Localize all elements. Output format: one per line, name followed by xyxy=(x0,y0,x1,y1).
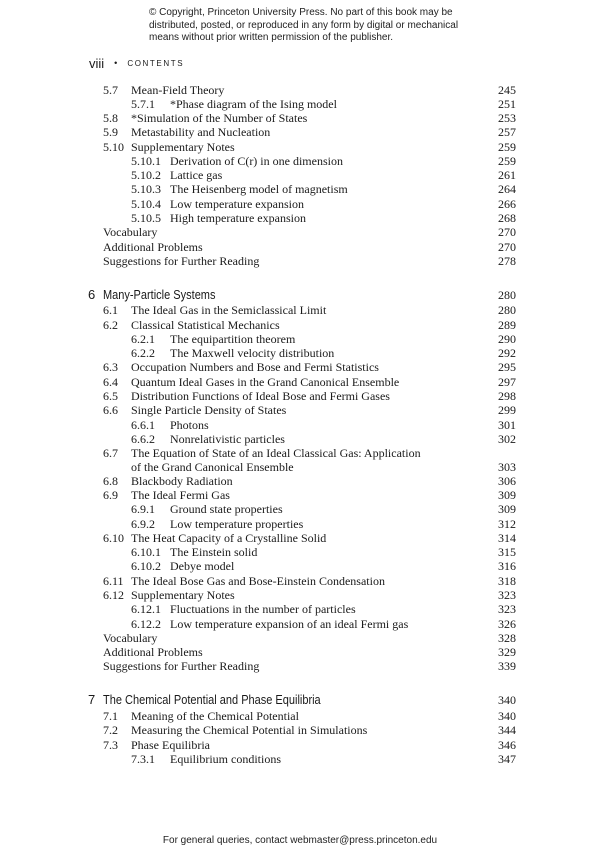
toc-entry-title: Derivation of C(r) in one dimension xyxy=(170,154,343,168)
toc-entry-number: 6.11 xyxy=(103,574,124,588)
toc-entry[interactable] xyxy=(103,432,516,446)
toc-entry-number: 5.10.2 xyxy=(131,168,161,182)
toc-entry-page: 270 xyxy=(498,225,516,239)
toc-entry-page: 245 xyxy=(498,83,516,97)
toc-entry[interactable] xyxy=(103,559,516,573)
toc-entry-page: 346 xyxy=(498,738,516,752)
toc-entry-page: 344 xyxy=(498,723,516,737)
toc-entry[interactable] xyxy=(103,83,516,97)
footer-email-link[interactable]: webmaster@press.princeton.edu xyxy=(290,835,438,846)
toc-entry-page: 302 xyxy=(498,432,516,446)
toc-entry-number: 6.8 xyxy=(103,474,118,488)
toc-entry-title: Nonrelativistic particles xyxy=(170,432,285,446)
toc-entry-title: Debye model xyxy=(170,559,235,573)
toc-entry-page: 309 xyxy=(498,488,516,502)
toc-entry[interactable] xyxy=(103,574,516,588)
toc-entry-title: Meaning of the Chemical Potential xyxy=(131,709,299,723)
toc-entry-page: 340 xyxy=(498,693,516,707)
copyright-line: means without prior written permission of the publisher. xyxy=(149,32,394,43)
toc-entry-title: Distribution Functions of Ideal Bose and Fermi Gases xyxy=(131,389,390,403)
toc-entry-number: 6 xyxy=(88,287,96,302)
toc-entry-title: The Maxwell velocity distribution xyxy=(170,346,335,360)
toc-entry-number: 5.10.3 xyxy=(131,182,161,196)
toc-entry-page: 301 xyxy=(498,418,516,432)
toc-entry-title: The equipartition theorem xyxy=(170,332,296,346)
toc-entry[interactable] xyxy=(103,375,516,389)
toc-entry-page: 280 xyxy=(498,303,516,317)
toc-entry-title: Ground state properties xyxy=(170,502,283,516)
toc-entry[interactable] xyxy=(103,225,516,239)
toc-entry-page: 259 xyxy=(498,140,516,154)
copyright-notice xyxy=(149,7,459,45)
toc-entry-number: 6.9.1 xyxy=(131,502,155,516)
toc-entry-number: 6.2.1 xyxy=(131,332,155,346)
toc-entry-number: 7.3 xyxy=(103,738,118,752)
toc-entry[interactable] xyxy=(103,318,516,332)
toc-entry[interactable] xyxy=(103,738,516,752)
toc-entry-number: 6.6.2 xyxy=(131,432,155,446)
toc-entry[interactable] xyxy=(103,645,516,659)
toc-entry[interactable] xyxy=(103,418,516,432)
toc-entry[interactable] xyxy=(103,211,516,225)
toc-entry-number: 5.8 xyxy=(103,111,118,125)
toc-entry-title: The Equation of State of an Ideal Classical Gas: Application xyxy=(131,446,421,460)
toc-entry[interactable] xyxy=(103,346,516,360)
toc-entry-number: 6.5 xyxy=(103,389,118,403)
toc-entry-title: Phase Equilibria xyxy=(131,738,210,752)
toc-entry-page: 295 xyxy=(498,360,516,374)
toc-entry-number: 6.10.1 xyxy=(131,545,161,559)
toc-entry-page: 280 xyxy=(498,288,516,302)
toc-entry-title: Low temperature expansion xyxy=(170,197,304,211)
toc-entry-page: 264 xyxy=(498,182,516,196)
toc-entry-title: Classical Statistical Mechanics xyxy=(131,318,280,332)
toc-entry-page: 309 xyxy=(498,502,516,516)
toc-entry-number: 7.3.1 xyxy=(131,752,155,766)
toc-entry-title: Lattice gas xyxy=(170,168,223,182)
toc-entry-page: 339 xyxy=(498,659,516,673)
toc-entry-page: 253 xyxy=(498,111,516,125)
toc-entry-page: 261 xyxy=(498,168,516,182)
toc-entry-page: 306 xyxy=(498,474,516,488)
toc-entry-page: 328 xyxy=(498,631,516,645)
toc-entry[interactable] xyxy=(103,182,516,196)
section-label: CONTENTS xyxy=(127,58,185,68)
toc-entry[interactable] xyxy=(103,197,516,211)
toc-entry-page: 323 xyxy=(498,602,516,616)
toc-entry-page: 314 xyxy=(498,531,516,545)
toc-entry-title: *Simulation of the Number of States xyxy=(131,111,308,125)
toc-entry-title: Photons xyxy=(170,418,209,432)
toc-entry-page: 257 xyxy=(498,125,516,139)
toc-entry[interactable] xyxy=(103,403,516,417)
toc-entry-title: Low temperature properties xyxy=(170,517,304,531)
toc-entry-number: 6.12.1 xyxy=(131,602,161,616)
toc-entry[interactable] xyxy=(103,659,516,673)
toc-entry-number: 5.7.1 xyxy=(131,97,155,111)
toc-entry-page: 316 xyxy=(498,559,516,573)
toc-entry-page: 329 xyxy=(498,645,516,659)
toc-entry-title: The Heisenberg model of magnetism xyxy=(170,182,348,196)
toc-entry-title: The Ideal Fermi Gas xyxy=(131,488,230,502)
toc-entry-number: 6.9.2 xyxy=(131,517,155,531)
toc-entry-title: The Heat Capacity of a Crystalline Solid xyxy=(131,531,327,545)
toc-entry-number: 6.10 xyxy=(103,531,124,545)
toc-entry-title: *Phase diagram of the Ising model xyxy=(170,97,337,111)
toc-entry-title: Fluctuations in the number of particles xyxy=(170,602,356,616)
toc-entry[interactable] xyxy=(103,617,516,631)
toc-entry[interactable] xyxy=(103,474,516,488)
toc-entry-title: Supplementary Notes xyxy=(131,140,235,154)
toc-entry-title: Measuring the Chemical Potential in Simulations xyxy=(131,723,368,737)
toc-entry[interactable] xyxy=(103,488,516,502)
toc-entry-title: Single Particle Density of States xyxy=(131,403,287,417)
toc-entry-number: 5.7 xyxy=(103,83,118,97)
toc-entry-title: Quantum Ideal Gases in the Grand Canonical Ensemble xyxy=(131,375,400,389)
toc-entry[interactable] xyxy=(103,531,516,545)
toc-entry-title: Occupation Numbers and Bose and Fermi Statistics xyxy=(131,360,379,374)
toc-entry-title: Vocabulary xyxy=(103,225,158,239)
toc-entry[interactable] xyxy=(103,111,516,125)
toc-entry[interactable] xyxy=(103,502,516,516)
toc-entry-page: 326 xyxy=(498,617,516,631)
toc-entry[interactable] xyxy=(103,332,516,346)
toc-entry-page: 315 xyxy=(498,545,516,559)
footer-text: For general queries, contact xyxy=(162,835,291,846)
toc-entry-title: The Ideal Gas in the Semiclassical Limit xyxy=(131,303,327,317)
toc-entry-page: 251 xyxy=(498,97,516,111)
toc-entry-page: 298 xyxy=(498,389,516,403)
toc-entry-page: 292 xyxy=(498,346,516,360)
toc-entry[interactable] xyxy=(103,517,516,531)
copyright-line: distributed, posted, or reproduced in any form by digital or mechanical xyxy=(149,19,459,31)
toc-entry-title: Metastability and Nucleation xyxy=(131,125,271,139)
toc-entry-title: Suggestions for Further Reading xyxy=(103,254,260,268)
toc-entry-number: 6.6.1 xyxy=(131,418,155,432)
toc-entry-number: 6.3 xyxy=(103,360,118,374)
toc-entry[interactable] xyxy=(88,287,516,302)
toc-entry-page: 318 xyxy=(498,574,516,588)
toc-entry[interactable] xyxy=(103,446,516,460)
toc-entry-number: 6.2.2 xyxy=(131,346,155,360)
toc-entry-title: Equilibrium conditions xyxy=(170,752,281,766)
toc-entry-page: 303 xyxy=(498,460,516,474)
toc-entry-page: 340 xyxy=(498,709,516,723)
toc-entry[interactable] xyxy=(103,588,516,602)
toc-entry-page: 312 xyxy=(498,517,516,531)
toc-entry-page: 290 xyxy=(498,332,516,346)
toc-entry[interactable] xyxy=(103,709,516,723)
toc-entry-title: The Ideal Bose Gas and Bose-Einstein Condensation xyxy=(131,574,385,588)
running-head xyxy=(89,54,184,72)
toc-entry-number: 6.1 xyxy=(103,303,118,317)
toc-entry-page: 289 xyxy=(498,318,516,332)
toc-entry[interactable] xyxy=(103,752,516,766)
toc-entry-page: 278 xyxy=(498,254,516,268)
toc-entry-page: 270 xyxy=(498,240,516,254)
toc-entry-number: 6.4 xyxy=(103,375,118,389)
toc-entry[interactable] xyxy=(103,631,516,645)
toc-entry-page: 297 xyxy=(498,375,516,389)
toc-entry[interactable] xyxy=(103,389,516,403)
toc-entry-number: 6.6 xyxy=(103,403,118,417)
toc-entry-title: Blackbody Radiation xyxy=(131,474,233,488)
toc-entry[interactable] xyxy=(103,360,516,374)
toc-entry-number: 6.2 xyxy=(103,318,118,332)
toc-entry-number: 6.10.2 xyxy=(131,559,161,573)
toc-entry-title: Vocabulary xyxy=(103,631,158,645)
toc-entry-page: 266 xyxy=(498,197,516,211)
toc-entry[interactable] xyxy=(103,545,516,559)
toc-entry[interactable] xyxy=(103,240,516,254)
toc-entry-title: Additional Problems xyxy=(103,645,203,659)
toc-entry-number: 5.10 xyxy=(103,140,124,154)
toc-entry-title: Supplementary Notes xyxy=(131,588,235,602)
toc-entry-number: 5.10.5 xyxy=(131,211,161,225)
toc-entry-number: 5.10.1 xyxy=(131,154,161,168)
toc-entry-number: 7 xyxy=(88,692,96,707)
toc-entry[interactable] xyxy=(103,97,516,111)
toc-entry[interactable] xyxy=(103,125,516,139)
toc-entry[interactable] xyxy=(103,602,516,616)
toc-entry[interactable] xyxy=(103,303,516,317)
toc-entry-number: 6.9 xyxy=(103,488,118,502)
footer xyxy=(0,835,600,846)
toc-entry-title: Additional Problems xyxy=(103,240,203,254)
toc-entry-number: 6.12 xyxy=(103,588,124,602)
toc-entry[interactable] xyxy=(103,723,516,737)
toc-entry-number: 7.2 xyxy=(103,723,118,737)
toc-entry-title: Many-Particle Systems xyxy=(103,288,216,302)
toc-entry[interactable] xyxy=(103,168,516,182)
copyright-line: © Copyright, Princeton University Press. No part of this book may be xyxy=(149,7,453,18)
toc-entry-number: 5.10.4 xyxy=(131,197,161,211)
toc-entry[interactable] xyxy=(103,460,516,474)
toc-entry-number: 7.1 xyxy=(103,709,118,723)
toc-entry-number: 6.7 xyxy=(103,446,118,460)
toc-entry-page: 323 xyxy=(498,588,516,602)
toc-entry-page: 299 xyxy=(498,403,516,417)
toc-entry-number: 5.9 xyxy=(103,125,118,139)
page-number: viii xyxy=(89,55,105,71)
bullet-separator: • xyxy=(114,58,118,68)
toc-entry-title: Suggestions for Further Reading xyxy=(103,659,260,673)
toc-entry-title: High temperature expansion xyxy=(170,211,306,225)
toc-entry[interactable] xyxy=(88,692,516,707)
toc-entry-page: 259 xyxy=(498,154,516,168)
toc-entry-number: 6.12.2 xyxy=(131,617,161,631)
toc-entry[interactable] xyxy=(103,140,516,154)
toc-entry-title: of the Grand Canonical Ensemble xyxy=(131,460,294,474)
toc-entry[interactable] xyxy=(103,154,516,168)
toc-entry-title: The Einstein solid xyxy=(170,545,258,559)
toc-entry-page: 268 xyxy=(498,211,516,225)
toc-entry-title: Low temperature expansion of an ideal Fermi gas xyxy=(170,617,409,631)
toc-entry[interactable] xyxy=(103,254,516,268)
toc-entry-title: The Chemical Potential and Phase Equilibria xyxy=(103,693,321,707)
toc-entry-page: 347 xyxy=(498,752,516,766)
toc-entry-title: Mean-Field Theory xyxy=(131,83,225,97)
